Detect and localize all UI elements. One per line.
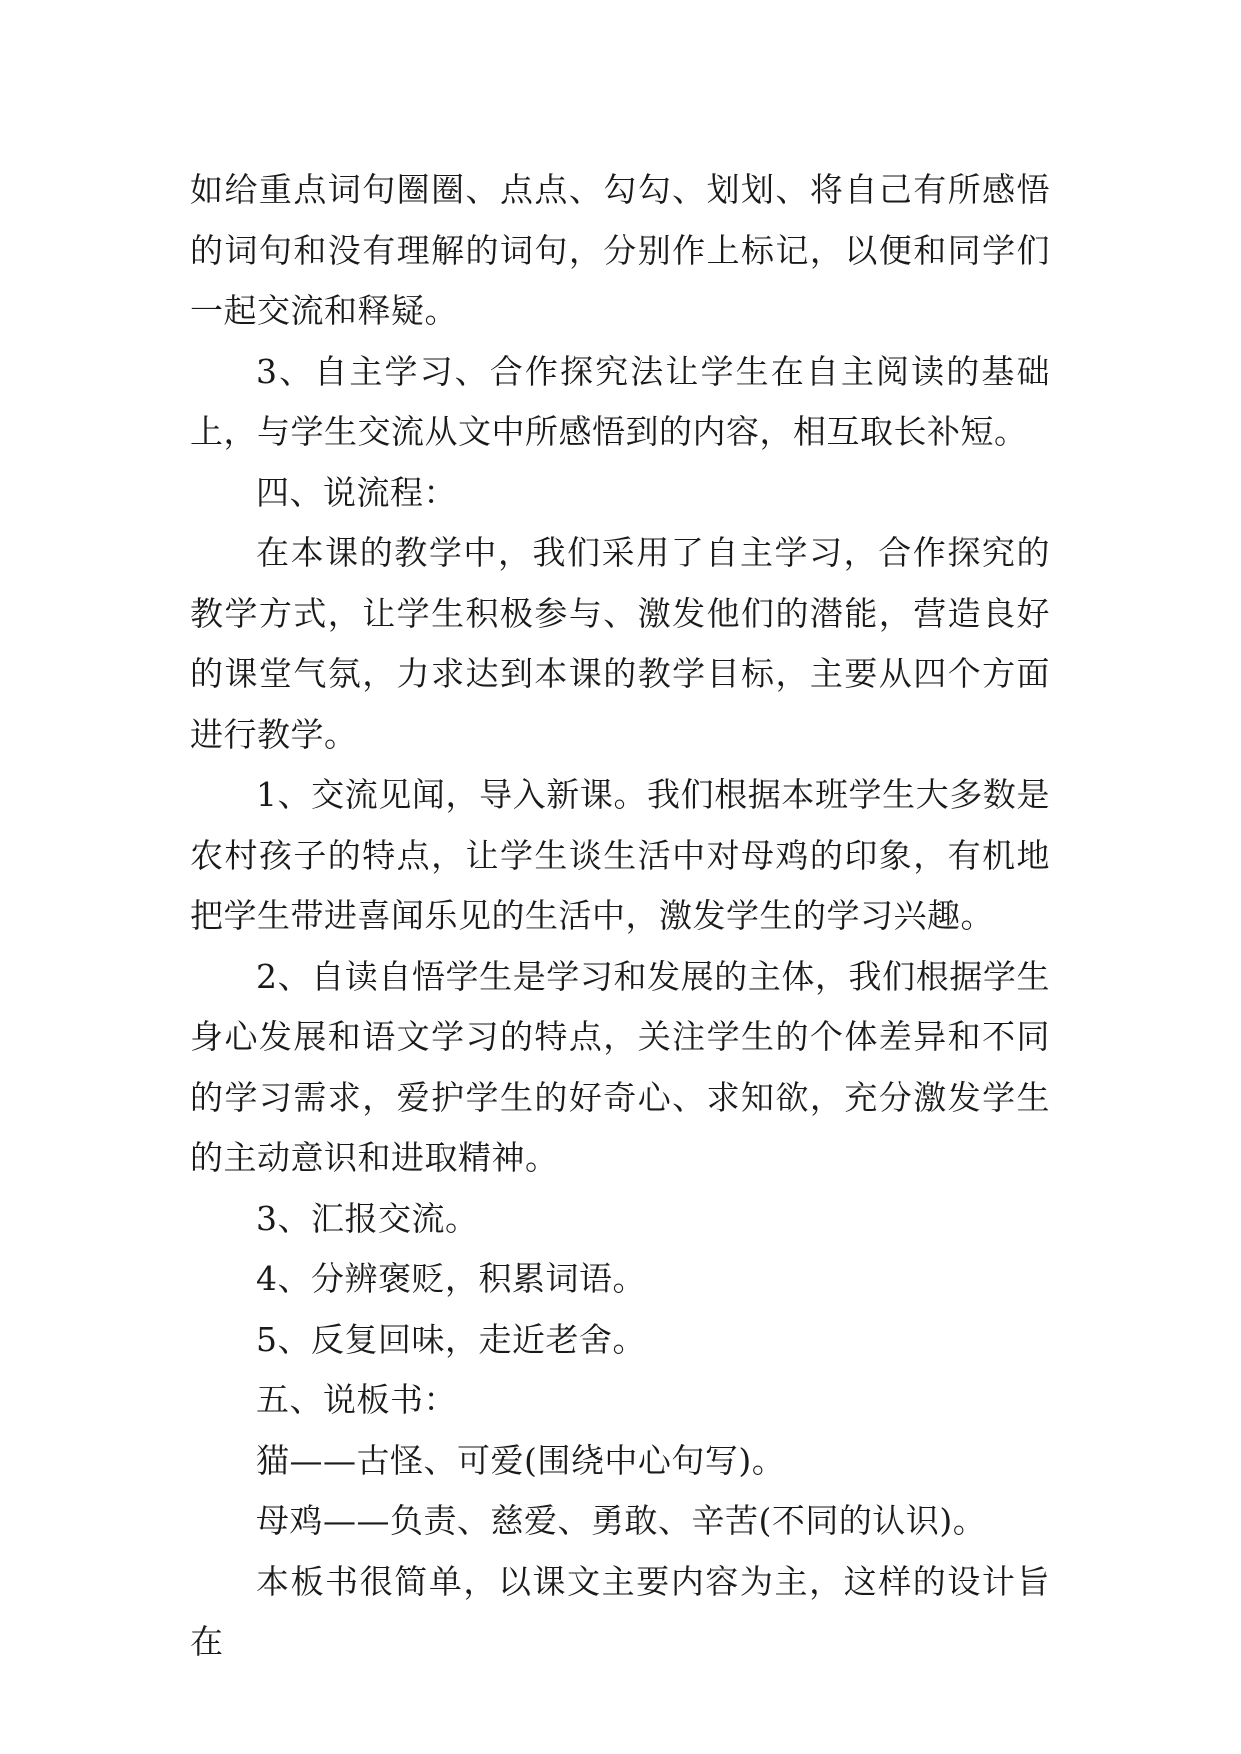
paragraph-process-intro: 在本课的教学中，我们采用了自主学习，合作探究的教学方式，让学生积极参与、激发他们的潜能，营造良好的课堂气氛，力求达到本课的教学目标，主要从四个方面进行教学。 [190, 533, 1050, 754]
paragraph-step-4: 4、分辨褒贬，积累词语。 [256, 1259, 646, 1298]
paragraph-annotation-method: 如给重点词句圈圈、点点、勾勾、划划、将自己有所感悟的词句和没有理解的词句，分别作上标记，以便和同学们一起交流和释疑。 [190, 170, 1050, 330]
paragraph-cooperative-learning: 3、自主学习、合作探究法让学生在自主阅读的基础上，与学生交流从文中所感悟到的内容，相互取长补短。 [190, 351, 1050, 451]
section-heading-blackboard: 五、说板书： [256, 1380, 457, 1419]
paragraph-blackboard-design: 本板书很简单，以课文主要内容为主，这样的设计旨在 [190, 1561, 1050, 1661]
section-heading-process: 四、说流程： [256, 472, 457, 512]
paragraph-step-5: 5、反复回味，走近老舍。 [256, 1319, 646, 1359]
blackboard-line-cat: 猫——古怪、可爱(围绕中心句写)。 [256, 1440, 786, 1480]
paragraph-step-1: 1、交流见闻，导入新课。我们根据本班学生大多数是农村孩子的特点，让学生谈生活中对母鸡的印象，有机地把学生带进喜闻乐见的生活中，激发学生的学习兴趣。 [190, 775, 1050, 935]
paragraph-step-3: 3、汇报交流。 [256, 1198, 479, 1238]
document-body [190, 160, 1050, 1673]
paragraph-step-2: 2、自读自悟学生是学习和发展的主体，我们根据学生身心发展和语文学习的特点，关注学生的个体差异和不同的学习需求，爱护学生的好奇心、求知欲，充分激发学生的主动意识和进取精神。 [190, 956, 1050, 1177]
blackboard-line-hen: 母鸡——负责、慈爱、勇敢、辛苦(不同的认识)。 [256, 1501, 987, 1540]
